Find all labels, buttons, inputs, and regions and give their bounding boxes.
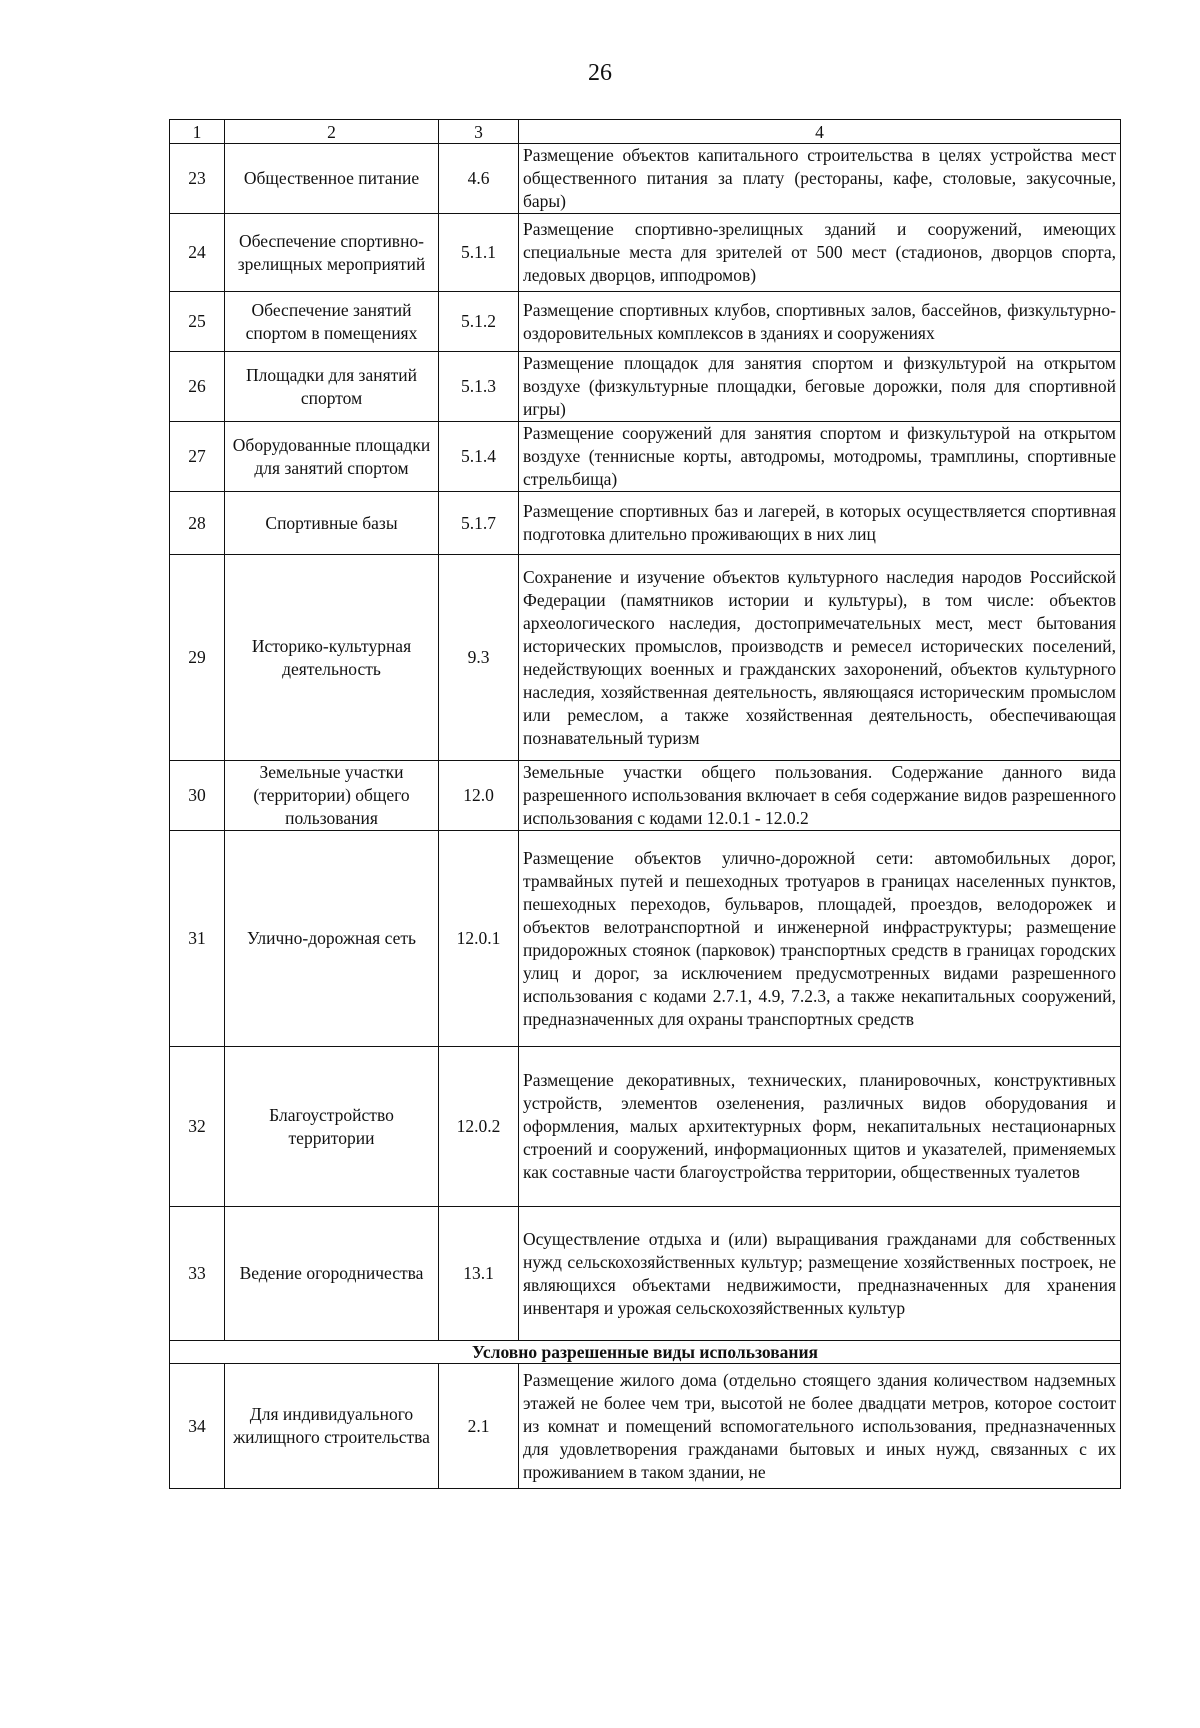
use-type-name: Улично-дорожная сеть xyxy=(225,831,439,1047)
table-row xyxy=(170,144,1121,214)
land-use-table xyxy=(169,119,1121,1489)
row-number: 28 xyxy=(170,492,225,555)
use-type-description: Размещение спортивно-зрелищных зданий и сооружений, имеющих специальные места для зрителей от 500 мест (стадионов, дворцов спорта, ледовых дворцов, ипподромов) xyxy=(519,214,1121,292)
table-row xyxy=(170,761,1121,831)
use-type-code: 13.1 xyxy=(439,1207,519,1341)
use-type-description: Размещение сооружений для занятия спортом и физкультурой на открытом воздухе (теннисные корты, автодромы, мотодромы, трамплины, спортивные стрельбища) xyxy=(519,422,1121,492)
row-number: 30 xyxy=(170,761,225,831)
table-row xyxy=(170,422,1121,492)
use-type-description: Размещение жилого дома (отдельно стоящего здания количеством надземных этажей не более чем три, высотой не более двадцати метров, которое состоит из комнат и помещений вспомогательного использования, предназначенных для удовлетворения гражданами бытовых и иных нужд, связанных с их проживанием в таком здании, не xyxy=(519,1364,1121,1489)
row-number: 33 xyxy=(170,1207,225,1341)
use-type-name: Историко-культурная деятельность xyxy=(225,555,439,761)
use-type-description: Размещение площадок для занятия спортом и физкультурой на открытом воздухе (физкультурные площадки, беговые дорожки, поля для спортивной игры) xyxy=(519,352,1121,422)
use-type-name: Общественное питание xyxy=(225,144,439,214)
column-header: 1 xyxy=(170,120,225,144)
row-number: 24 xyxy=(170,214,225,292)
use-type-code: 12.0 xyxy=(439,761,519,831)
row-number: 23 xyxy=(170,144,225,214)
use-type-description: Размещение декоративных, технических, планировочных, конструктивных устройств, элементов озеленения, различных видов оборудования и оформления, малых архитектурных форм, некапитальных нестационарных строений и сооружений, информационных щитов и указателей, применяемых как составные части благоустройства территории, общественных туалетов xyxy=(519,1047,1121,1207)
row-number: 26 xyxy=(170,352,225,422)
table-row xyxy=(170,1364,1121,1489)
table-row xyxy=(170,555,1121,761)
use-type-name: Площадки для занятий спортом xyxy=(225,352,439,422)
use-type-code: 12.0.2 xyxy=(439,1047,519,1207)
row-number: 31 xyxy=(170,831,225,1047)
use-type-code: 12.0.1 xyxy=(439,831,519,1047)
table-row xyxy=(170,1207,1121,1341)
row-number: 29 xyxy=(170,555,225,761)
use-type-code: 5.1.7 xyxy=(439,492,519,555)
row-number: 25 xyxy=(170,292,225,352)
use-type-code: 4.6 xyxy=(439,144,519,214)
table-row xyxy=(170,214,1121,292)
use-type-name: Ведение огородничества xyxy=(225,1207,439,1341)
use-type-code: 5.1.4 xyxy=(439,422,519,492)
use-type-name: Благоустройство территории xyxy=(225,1047,439,1207)
table-body xyxy=(170,120,1121,1489)
use-type-description: Земельные участки общего пользования. Содержание данного вида разрешенного использования включает в себя содержание видов разрешенного использования с кодами 12.0.1 - 12.0.2 xyxy=(519,761,1121,831)
use-type-code: 5.1.2 xyxy=(439,292,519,352)
table-row xyxy=(170,292,1121,352)
use-type-code: 5.1.1 xyxy=(439,214,519,292)
column-header: 4 xyxy=(519,120,1121,144)
use-type-name: Обеспечение спортивно-зрелищных мероприятий xyxy=(225,214,439,292)
section-header-row xyxy=(170,1341,1121,1364)
table-row xyxy=(170,492,1121,555)
use-type-description: Размещение объектов капитального строительства в целях устройства мест общественного питания за плату (рестораны, кафе, столовые, закусочные, бары) xyxy=(519,144,1121,214)
table-row xyxy=(170,352,1121,422)
column-header: 3 xyxy=(439,120,519,144)
use-type-code: 2.1 xyxy=(439,1364,519,1489)
table-header-row xyxy=(170,120,1121,144)
use-type-description: Размещение спортивных клубов, спортивных залов, бассейнов, физкультурно-оздоровительных комплексов в зданиях и сооружениях xyxy=(519,292,1121,352)
use-type-code: 5.1.3 xyxy=(439,352,519,422)
column-header: 2 xyxy=(225,120,439,144)
row-number: 32 xyxy=(170,1047,225,1207)
use-type-name: Спортивные базы xyxy=(225,492,439,555)
row-number: 27 xyxy=(170,422,225,492)
table-row xyxy=(170,831,1121,1047)
use-type-name: Обеспечение занятий спортом в помещениях xyxy=(225,292,439,352)
page-number: 26 xyxy=(588,60,612,86)
use-type-name: Земельные участки (территории) общего пользования xyxy=(225,761,439,831)
use-type-code: 9.3 xyxy=(439,555,519,761)
use-type-description: Осуществление отдыха и (или) выращивания гражданами для собственных нужд сельскохозяйственных культур; размещение хозяйственных построек, не являющихся объектами недвижимости, предназначенных для хранения инвентаря и урожая сельскохозяйственных культур xyxy=(519,1207,1121,1341)
row-number: 34 xyxy=(170,1364,225,1489)
table-row xyxy=(170,1047,1121,1207)
use-type-name: Для индивидуального жилищного строительства xyxy=(225,1364,439,1489)
section-title: Условно разрешенные виды использования xyxy=(170,1341,1121,1364)
use-type-name: Оборудованные площадки для занятий спортом xyxy=(225,422,439,492)
use-type-description: Размещение спортивных баз и лагерей, в которых осуществляется спортивная подготовка длительно проживающих в них лиц xyxy=(519,492,1121,555)
use-type-description: Размещение объектов улично-дорожной сети: автомобильных дорог, трамвайных путей и пешеходных тротуаров в границах населенных пунктов, пешеходных переходов, бульваров, площадей, проездов, велодорожек и объектов велотранспортной и инженерной инфраструктуры; размещение придорожных стоянок (парковок) транспортных средств в границах городских улиц и дорог, за исключением предусмотренных видами разрешенного использования с кодами 2.7.1, 4.9, 7.2.3, а также некапитальных сооружений, предназначенных для охраны транспортных средств xyxy=(519,831,1121,1047)
use-type-description: Сохранение и изучение объектов культурного наследия народов Российской Федерации (памятников истории и культуры), в том числе: объектов археологического наследия, достопримечательных мест, мест бытования исторических промыслов, производств и ремесел исторических поселений, недействующих военных и гражданских захоронений, объектов культурного наследия, хозяйственная деятельность, являющаяся историческим промыслом или ремеслом, а также хозяйственная деятельность, обеспечивающая познавательный туризм xyxy=(519,555,1121,761)
